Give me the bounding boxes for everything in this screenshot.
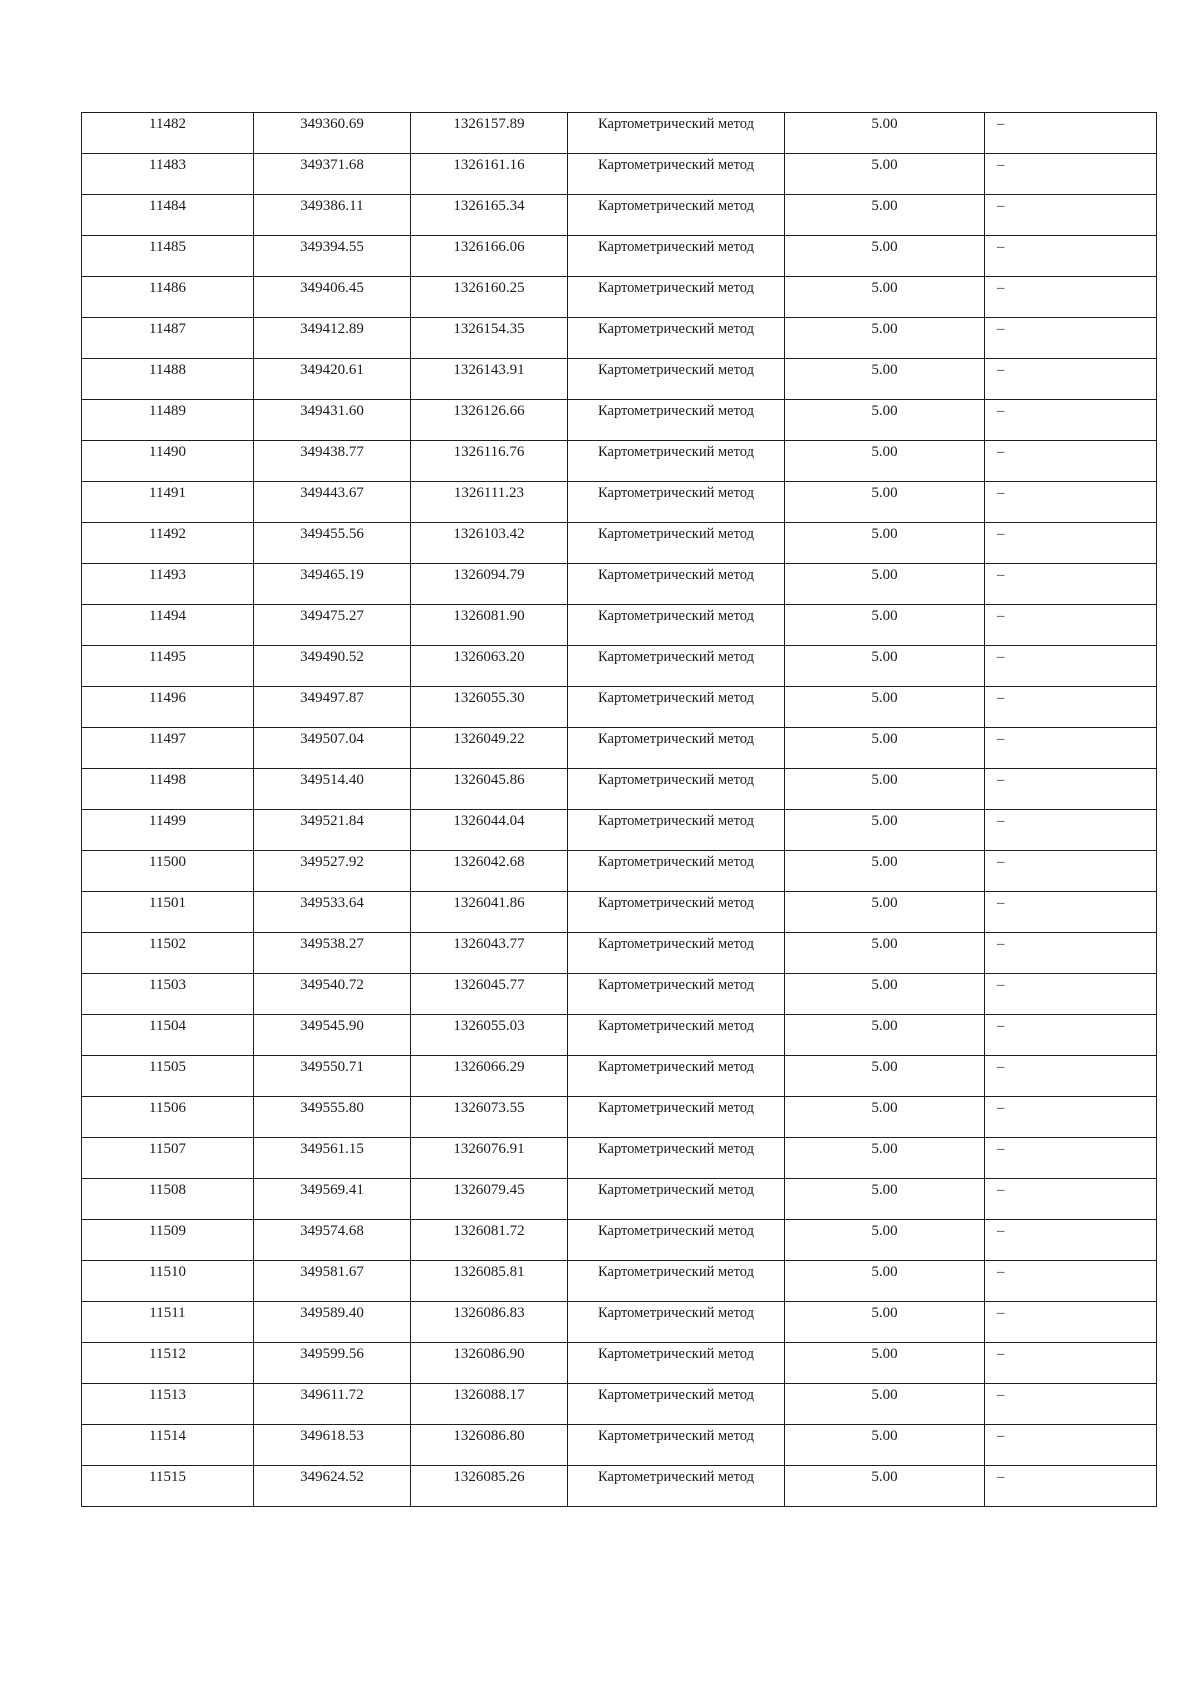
accuracy-cell: 5.00 bbox=[785, 154, 985, 195]
coordinates-table bbox=[81, 112, 1157, 1507]
point-number-cell: 11509 bbox=[82, 1220, 254, 1261]
point-number-cell: 11505 bbox=[82, 1056, 254, 1097]
accuracy-cell: 5.00 bbox=[785, 1015, 985, 1056]
table-row bbox=[82, 687, 1157, 728]
accuracy-cell: 5.00 bbox=[785, 1097, 985, 1138]
x-coordinate-cell: 349360.69 bbox=[254, 113, 411, 154]
table-row bbox=[82, 769, 1157, 810]
y-coordinate-cell: 1326166.06 bbox=[411, 236, 568, 277]
table-row bbox=[82, 359, 1157, 400]
method-cell: Картометрический метод bbox=[568, 482, 785, 523]
accuracy-cell: 5.00 bbox=[785, 277, 985, 318]
method-cell: Картометрический метод bbox=[568, 277, 785, 318]
accuracy-cell: 5.00 bbox=[785, 1261, 985, 1302]
description-cell: – bbox=[985, 1179, 1157, 1220]
table-row bbox=[82, 1179, 1157, 1220]
description-cell: – bbox=[985, 1056, 1157, 1097]
y-coordinate-cell: 1326086.90 bbox=[411, 1343, 568, 1384]
method-cell: Картометрический метод bbox=[568, 195, 785, 236]
table-row bbox=[82, 277, 1157, 318]
x-coordinate-cell: 349412.89 bbox=[254, 318, 411, 359]
x-coordinate-cell: 349438.77 bbox=[254, 441, 411, 482]
y-coordinate-cell: 1326055.30 bbox=[411, 687, 568, 728]
point-number-cell: 11491 bbox=[82, 482, 254, 523]
table-row bbox=[82, 1138, 1157, 1179]
point-number-cell: 11502 bbox=[82, 933, 254, 974]
description-cell: – bbox=[985, 1384, 1157, 1425]
x-coordinate-cell: 349527.92 bbox=[254, 851, 411, 892]
table-row bbox=[82, 646, 1157, 687]
table-row bbox=[82, 400, 1157, 441]
point-number-cell: 11492 bbox=[82, 523, 254, 564]
description-cell: – bbox=[985, 1261, 1157, 1302]
x-coordinate-cell: 349507.04 bbox=[254, 728, 411, 769]
method-cell: Картометрический метод bbox=[568, 1384, 785, 1425]
method-cell: Картометрический метод bbox=[568, 1425, 785, 1466]
point-number-cell: 11503 bbox=[82, 974, 254, 1015]
point-number-cell: 11487 bbox=[82, 318, 254, 359]
y-coordinate-cell: 1326042.68 bbox=[411, 851, 568, 892]
table-row bbox=[82, 605, 1157, 646]
table-row bbox=[82, 810, 1157, 851]
y-coordinate-cell: 1326085.81 bbox=[411, 1261, 568, 1302]
y-coordinate-cell: 1326094.79 bbox=[411, 564, 568, 605]
point-number-cell: 11499 bbox=[82, 810, 254, 851]
x-coordinate-cell: 349465.19 bbox=[254, 564, 411, 605]
x-coordinate-cell: 349521.84 bbox=[254, 810, 411, 851]
description-cell: – bbox=[985, 810, 1157, 851]
method-cell: Картометрический метод bbox=[568, 1179, 785, 1220]
description-cell: – bbox=[985, 482, 1157, 523]
method-cell: Картометрический метод bbox=[568, 892, 785, 933]
method-cell: Картометрический метод bbox=[568, 974, 785, 1015]
description-cell: – bbox=[985, 1425, 1157, 1466]
accuracy-cell: 5.00 bbox=[785, 974, 985, 1015]
point-number-cell: 11497 bbox=[82, 728, 254, 769]
accuracy-cell: 5.00 bbox=[785, 728, 985, 769]
y-coordinate-cell: 1326161.16 bbox=[411, 154, 568, 195]
description-cell: – bbox=[985, 769, 1157, 810]
description-cell: – bbox=[985, 687, 1157, 728]
description-cell: – bbox=[985, 195, 1157, 236]
method-cell: Картометрический метод bbox=[568, 769, 785, 810]
x-coordinate-cell: 349497.87 bbox=[254, 687, 411, 728]
x-coordinate-cell: 349431.60 bbox=[254, 400, 411, 441]
description-cell: – bbox=[985, 892, 1157, 933]
description-cell: – bbox=[985, 974, 1157, 1015]
description-cell: – bbox=[985, 1015, 1157, 1056]
method-cell: Картометрический метод bbox=[568, 728, 785, 769]
accuracy-cell: 5.00 bbox=[785, 1138, 985, 1179]
accuracy-cell: 5.00 bbox=[785, 400, 985, 441]
y-coordinate-cell: 1326063.20 bbox=[411, 646, 568, 687]
y-coordinate-cell: 1326041.86 bbox=[411, 892, 568, 933]
method-cell: Картометрический метод bbox=[568, 1302, 785, 1343]
method-cell: Картометрический метод bbox=[568, 236, 785, 277]
method-cell: Картометрический метод bbox=[568, 564, 785, 605]
y-coordinate-cell: 1326079.45 bbox=[411, 1179, 568, 1220]
description-cell: – bbox=[985, 1302, 1157, 1343]
y-coordinate-cell: 1326086.83 bbox=[411, 1302, 568, 1343]
table-row bbox=[82, 523, 1157, 564]
table-row bbox=[82, 1302, 1157, 1343]
point-number-cell: 11510 bbox=[82, 1261, 254, 1302]
table-row bbox=[82, 236, 1157, 277]
description-cell: – bbox=[985, 113, 1157, 154]
x-coordinate-cell: 349581.67 bbox=[254, 1261, 411, 1302]
y-coordinate-cell: 1326160.25 bbox=[411, 277, 568, 318]
description-cell: – bbox=[985, 400, 1157, 441]
accuracy-cell: 5.00 bbox=[785, 1466, 985, 1507]
method-cell: Картометрический метод bbox=[568, 646, 785, 687]
x-coordinate-cell: 349589.40 bbox=[254, 1302, 411, 1343]
table-row bbox=[82, 1425, 1157, 1466]
y-coordinate-cell: 1326043.77 bbox=[411, 933, 568, 974]
accuracy-cell: 5.00 bbox=[785, 933, 985, 974]
point-number-cell: 11486 bbox=[82, 277, 254, 318]
table-row bbox=[82, 1015, 1157, 1056]
accuracy-cell: 5.00 bbox=[785, 892, 985, 933]
point-number-cell: 11500 bbox=[82, 851, 254, 892]
method-cell: Картометрический метод bbox=[568, 1343, 785, 1384]
accuracy-cell: 5.00 bbox=[785, 359, 985, 400]
point-number-cell: 11483 bbox=[82, 154, 254, 195]
description-cell: – bbox=[985, 1220, 1157, 1261]
method-cell: Картометрический метод bbox=[568, 523, 785, 564]
accuracy-cell: 5.00 bbox=[785, 318, 985, 359]
y-coordinate-cell: 1326081.90 bbox=[411, 605, 568, 646]
y-coordinate-cell: 1326111.23 bbox=[411, 482, 568, 523]
accuracy-cell: 5.00 bbox=[785, 1220, 985, 1261]
point-number-cell: 11512 bbox=[82, 1343, 254, 1384]
coordinates-table-body bbox=[82, 113, 1157, 1507]
y-coordinate-cell: 1326126.66 bbox=[411, 400, 568, 441]
accuracy-cell: 5.00 bbox=[785, 1056, 985, 1097]
point-number-cell: 11501 bbox=[82, 892, 254, 933]
y-coordinate-cell: 1326085.26 bbox=[411, 1466, 568, 1507]
y-coordinate-cell: 1326086.80 bbox=[411, 1425, 568, 1466]
table-row bbox=[82, 728, 1157, 769]
table-row bbox=[82, 441, 1157, 482]
table-row bbox=[82, 933, 1157, 974]
x-coordinate-cell: 349371.68 bbox=[254, 154, 411, 195]
y-coordinate-cell: 1326066.29 bbox=[411, 1056, 568, 1097]
method-cell: Картометрический метод bbox=[568, 605, 785, 646]
x-coordinate-cell: 349624.52 bbox=[254, 1466, 411, 1507]
x-coordinate-cell: 349550.71 bbox=[254, 1056, 411, 1097]
y-coordinate-cell: 1326116.76 bbox=[411, 441, 568, 482]
table-row bbox=[82, 564, 1157, 605]
description-cell: – bbox=[985, 359, 1157, 400]
x-coordinate-cell: 349386.11 bbox=[254, 195, 411, 236]
description-cell: – bbox=[985, 1343, 1157, 1384]
y-coordinate-cell: 1326055.03 bbox=[411, 1015, 568, 1056]
description-cell: – bbox=[985, 646, 1157, 687]
accuracy-cell: 5.00 bbox=[785, 605, 985, 646]
accuracy-cell: 5.00 bbox=[785, 687, 985, 728]
y-coordinate-cell: 1326076.91 bbox=[411, 1138, 568, 1179]
x-coordinate-cell: 349599.56 bbox=[254, 1343, 411, 1384]
point-number-cell: 11504 bbox=[82, 1015, 254, 1056]
table-row bbox=[82, 1220, 1157, 1261]
table-row bbox=[82, 113, 1157, 154]
y-coordinate-cell: 1326103.42 bbox=[411, 523, 568, 564]
method-cell: Картометрический метод bbox=[568, 154, 785, 195]
y-coordinate-cell: 1326045.77 bbox=[411, 974, 568, 1015]
point-number-cell: 11494 bbox=[82, 605, 254, 646]
table-row bbox=[82, 1056, 1157, 1097]
description-cell: – bbox=[985, 1138, 1157, 1179]
point-number-cell: 11490 bbox=[82, 441, 254, 482]
accuracy-cell: 5.00 bbox=[785, 195, 985, 236]
point-number-cell: 11495 bbox=[82, 646, 254, 687]
table-row bbox=[82, 1384, 1157, 1425]
description-cell: – bbox=[985, 236, 1157, 277]
x-coordinate-cell: 349561.15 bbox=[254, 1138, 411, 1179]
method-cell: Картометрический метод bbox=[568, 400, 785, 441]
y-coordinate-cell: 1326073.55 bbox=[411, 1097, 568, 1138]
table-row bbox=[82, 195, 1157, 236]
description-cell: – bbox=[985, 1466, 1157, 1507]
y-coordinate-cell: 1326154.35 bbox=[411, 318, 568, 359]
x-coordinate-cell: 349514.40 bbox=[254, 769, 411, 810]
description-cell: – bbox=[985, 933, 1157, 974]
table-row bbox=[82, 154, 1157, 195]
point-number-cell: 11484 bbox=[82, 195, 254, 236]
method-cell: Картометрический метод bbox=[568, 1015, 785, 1056]
table-row bbox=[82, 1466, 1157, 1507]
method-cell: Картометрический метод bbox=[568, 687, 785, 728]
y-coordinate-cell: 1326165.34 bbox=[411, 195, 568, 236]
method-cell: Картометрический метод bbox=[568, 359, 785, 400]
point-number-cell: 11498 bbox=[82, 769, 254, 810]
accuracy-cell: 5.00 bbox=[785, 646, 985, 687]
table-row bbox=[82, 318, 1157, 359]
accuracy-cell: 5.00 bbox=[785, 1384, 985, 1425]
table-row bbox=[82, 1343, 1157, 1384]
accuracy-cell: 5.00 bbox=[785, 482, 985, 523]
y-coordinate-cell: 1326088.17 bbox=[411, 1384, 568, 1425]
x-coordinate-cell: 349490.52 bbox=[254, 646, 411, 687]
x-coordinate-cell: 349618.53 bbox=[254, 1425, 411, 1466]
method-cell: Картометрический метод bbox=[568, 441, 785, 482]
point-number-cell: 11489 bbox=[82, 400, 254, 441]
y-coordinate-cell: 1326044.04 bbox=[411, 810, 568, 851]
point-number-cell: 11507 bbox=[82, 1138, 254, 1179]
x-coordinate-cell: 349574.68 bbox=[254, 1220, 411, 1261]
point-number-cell: 11496 bbox=[82, 687, 254, 728]
x-coordinate-cell: 349533.64 bbox=[254, 892, 411, 933]
x-coordinate-cell: 349611.72 bbox=[254, 1384, 411, 1425]
x-coordinate-cell: 349545.90 bbox=[254, 1015, 411, 1056]
y-coordinate-cell: 1326049.22 bbox=[411, 728, 568, 769]
point-number-cell: 11493 bbox=[82, 564, 254, 605]
method-cell: Картометрический метод bbox=[568, 318, 785, 359]
point-number-cell: 11513 bbox=[82, 1384, 254, 1425]
description-cell: – bbox=[985, 523, 1157, 564]
description-cell: – bbox=[985, 154, 1157, 195]
method-cell: Картометрический метод bbox=[568, 113, 785, 154]
x-coordinate-cell: 349406.45 bbox=[254, 277, 411, 318]
x-coordinate-cell: 349455.56 bbox=[254, 523, 411, 564]
accuracy-cell: 5.00 bbox=[785, 523, 985, 564]
point-number-cell: 11514 bbox=[82, 1425, 254, 1466]
method-cell: Картометрический метод bbox=[568, 1261, 785, 1302]
method-cell: Картометрический метод bbox=[568, 1056, 785, 1097]
x-coordinate-cell: 349569.41 bbox=[254, 1179, 411, 1220]
table-row bbox=[82, 974, 1157, 1015]
y-coordinate-cell: 1326157.89 bbox=[411, 113, 568, 154]
method-cell: Картометрический метод bbox=[568, 1138, 785, 1179]
accuracy-cell: 5.00 bbox=[785, 236, 985, 277]
table-row bbox=[82, 1097, 1157, 1138]
x-coordinate-cell: 349555.80 bbox=[254, 1097, 411, 1138]
point-number-cell: 11488 bbox=[82, 359, 254, 400]
y-coordinate-cell: 1326081.72 bbox=[411, 1220, 568, 1261]
accuracy-cell: 5.00 bbox=[785, 769, 985, 810]
accuracy-cell: 5.00 bbox=[785, 1343, 985, 1384]
point-number-cell: 11511 bbox=[82, 1302, 254, 1343]
accuracy-cell: 5.00 bbox=[785, 810, 985, 851]
description-cell: – bbox=[985, 728, 1157, 769]
description-cell: – bbox=[985, 441, 1157, 482]
point-number-cell: 11508 bbox=[82, 1179, 254, 1220]
point-number-cell: 11482 bbox=[82, 113, 254, 154]
method-cell: Картометрический метод bbox=[568, 1097, 785, 1138]
table-row bbox=[82, 482, 1157, 523]
method-cell: Картометрический метод bbox=[568, 810, 785, 851]
table-row bbox=[82, 851, 1157, 892]
description-cell: – bbox=[985, 564, 1157, 605]
method-cell: Картометрический метод bbox=[568, 851, 785, 892]
description-cell: – bbox=[985, 1097, 1157, 1138]
table-row bbox=[82, 1261, 1157, 1302]
y-coordinate-cell: 1326143.91 bbox=[411, 359, 568, 400]
x-coordinate-cell: 349420.61 bbox=[254, 359, 411, 400]
accuracy-cell: 5.00 bbox=[785, 1179, 985, 1220]
point-number-cell: 11485 bbox=[82, 236, 254, 277]
x-coordinate-cell: 349538.27 bbox=[254, 933, 411, 974]
description-cell: – bbox=[985, 851, 1157, 892]
method-cell: Картометрический метод bbox=[568, 933, 785, 974]
point-number-cell: 11515 bbox=[82, 1466, 254, 1507]
accuracy-cell: 5.00 bbox=[785, 851, 985, 892]
description-cell: – bbox=[985, 277, 1157, 318]
method-cell: Картометрический метод bbox=[568, 1220, 785, 1261]
accuracy-cell: 5.00 bbox=[785, 1302, 985, 1343]
x-coordinate-cell: 349540.72 bbox=[254, 974, 411, 1015]
accuracy-cell: 5.00 bbox=[785, 113, 985, 154]
y-coordinate-cell: 1326045.86 bbox=[411, 769, 568, 810]
accuracy-cell: 5.00 bbox=[785, 564, 985, 605]
description-cell: – bbox=[985, 318, 1157, 359]
point-number-cell: 11506 bbox=[82, 1097, 254, 1138]
accuracy-cell: 5.00 bbox=[785, 1425, 985, 1466]
x-coordinate-cell: 349394.55 bbox=[254, 236, 411, 277]
x-coordinate-cell: 349443.67 bbox=[254, 482, 411, 523]
accuracy-cell: 5.00 bbox=[785, 441, 985, 482]
description-cell: – bbox=[985, 605, 1157, 646]
method-cell: Картометрический метод bbox=[568, 1466, 785, 1507]
table-row bbox=[82, 892, 1157, 933]
x-coordinate-cell: 349475.27 bbox=[254, 605, 411, 646]
